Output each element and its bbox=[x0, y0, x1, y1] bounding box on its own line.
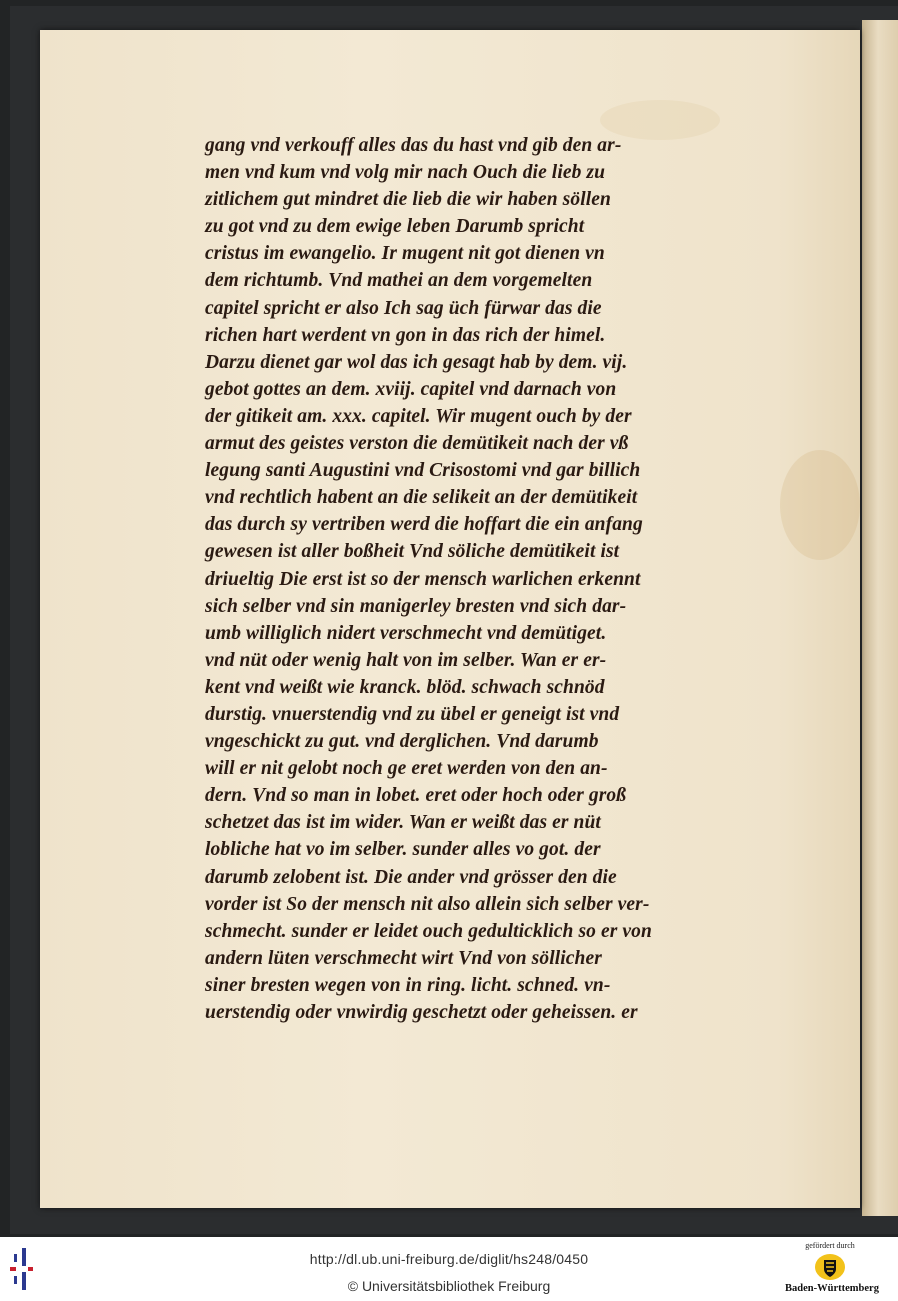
manuscript-line: will er nit gelobt noch ge eret werden von den an- bbox=[205, 758, 608, 780]
coat-of-arms-icon bbox=[814, 1253, 846, 1281]
manuscript-line: sich selber vnd sin manigerley bresten vnd sich dar- bbox=[205, 595, 627, 617]
manuscript-line: lobliche hat vo im selber. sunder alles vo got. der bbox=[205, 839, 601, 861]
manuscript-line: richen hart werdent vn gon in das rich der himel. bbox=[205, 324, 606, 346]
manuscript-line: darumb zelobent ist. Die ander vnd grösser den die bbox=[205, 866, 617, 888]
manuscript-line: cristus im ewangelio. Ir mugent nit got dienen vn bbox=[205, 243, 605, 265]
manuscript-line: gebot gottes an dem. xviij. capitel vnd darnach von bbox=[205, 378, 617, 400]
page-url-link[interactable]: http://dl.ub.uni-freiburg.de/diglit/hs248/0450 bbox=[309, 1251, 589, 1267]
manuscript-line: vorder ist So der mensch nit also allein sich selber ver- bbox=[205, 893, 650, 915]
manuscript-line: men vnd kum vnd volg mir nach Ouch die lieb zu bbox=[205, 162, 606, 184]
manuscript-line: schetzet das ist im wider. Wan er weißt das er nüt bbox=[205, 812, 601, 834]
manuscript-line: schmecht. sunder er leidet ouch gedulticklich so er von bbox=[205, 920, 652, 942]
manuscript-line: umb williglich nidert verschmecht vnd demütiget. bbox=[205, 622, 607, 644]
manuscript-line: gang vnd verkouff alles das du hast vnd gib den ar- bbox=[205, 135, 622, 156]
manuscript-line: kent vnd weißt wie kranck. blöd. schwach schnöd bbox=[205, 676, 605, 698]
manuscript-line: capitel spricht er also Ich sag üch fürwar das die bbox=[205, 297, 602, 319]
manuscript-line: uerstendig oder vnwirdig geschetzt oder geheissen. er bbox=[205, 1002, 638, 1023]
manuscript-line: der gitikeit am. xxx. capitel. Wir mugent ouch by der bbox=[205, 405, 632, 427]
manuscript-line: dem richtumb. Vnd mathei an dem vorgemelten bbox=[205, 270, 593, 292]
manuscript-line: armut des geistes verston die demütikeit nach der vß bbox=[205, 433, 629, 455]
manuscript-line: legung santi Augustini vnd Crisostomi vnd gar billich bbox=[205, 460, 641, 482]
manuscript-line: driueltig Die erst ist so der mensch warlichen erkennt bbox=[205, 568, 641, 590]
manuscript-line: das durch sy vertriben werd die hoffart die ein anfang bbox=[205, 514, 643, 536]
manuscript-line: zitlichem gut mindret die lieb die wir haben söllen bbox=[205, 189, 611, 211]
manuscript-line: zu got vnd zu dem ewige leben Darumb spricht bbox=[205, 216, 585, 238]
funder-name: Baden-Württemberg bbox=[785, 1283, 879, 1294]
manuscript-line: vnd nüt oder wenig halt von im selber. Wan er er- bbox=[205, 649, 607, 671]
manuscript-line: vnd rechtlich habent an die selikeit an der demütikeit bbox=[205, 487, 638, 509]
manuscript-text bbox=[205, 132, 805, 1026]
adjacent-page-edge bbox=[862, 20, 898, 1216]
manuscript-line: gewesen ist aller boßheit Vnd söliche demütikeit ist bbox=[205, 541, 620, 563]
manuscript-line: Darzu dienet gar wol das ich gesagt hab by dem. vij. bbox=[205, 351, 628, 373]
manuscript-line: dern. Vnd so man in lobet. eret oder hoch oder groß bbox=[205, 785, 627, 807]
manuscript-line: siner bresten wegen von in ring. licht. schned. vn- bbox=[205, 974, 611, 996]
funded-by-label: gefördert durch bbox=[805, 1241, 855, 1250]
copyright-notice: © Universitätsbibliothek Freiburg bbox=[347, 1278, 551, 1294]
manuscript-line: durstig. vnuerstendig vnd zu übel er geneigt ist vnd bbox=[205, 703, 620, 725]
manuscript-line: andern lüten verschmecht wirt Vnd von söllicher bbox=[205, 947, 602, 969]
manuscript-line: vngeschickt zu gut. vnd derglichen. Vnd darumb bbox=[205, 731, 599, 753]
